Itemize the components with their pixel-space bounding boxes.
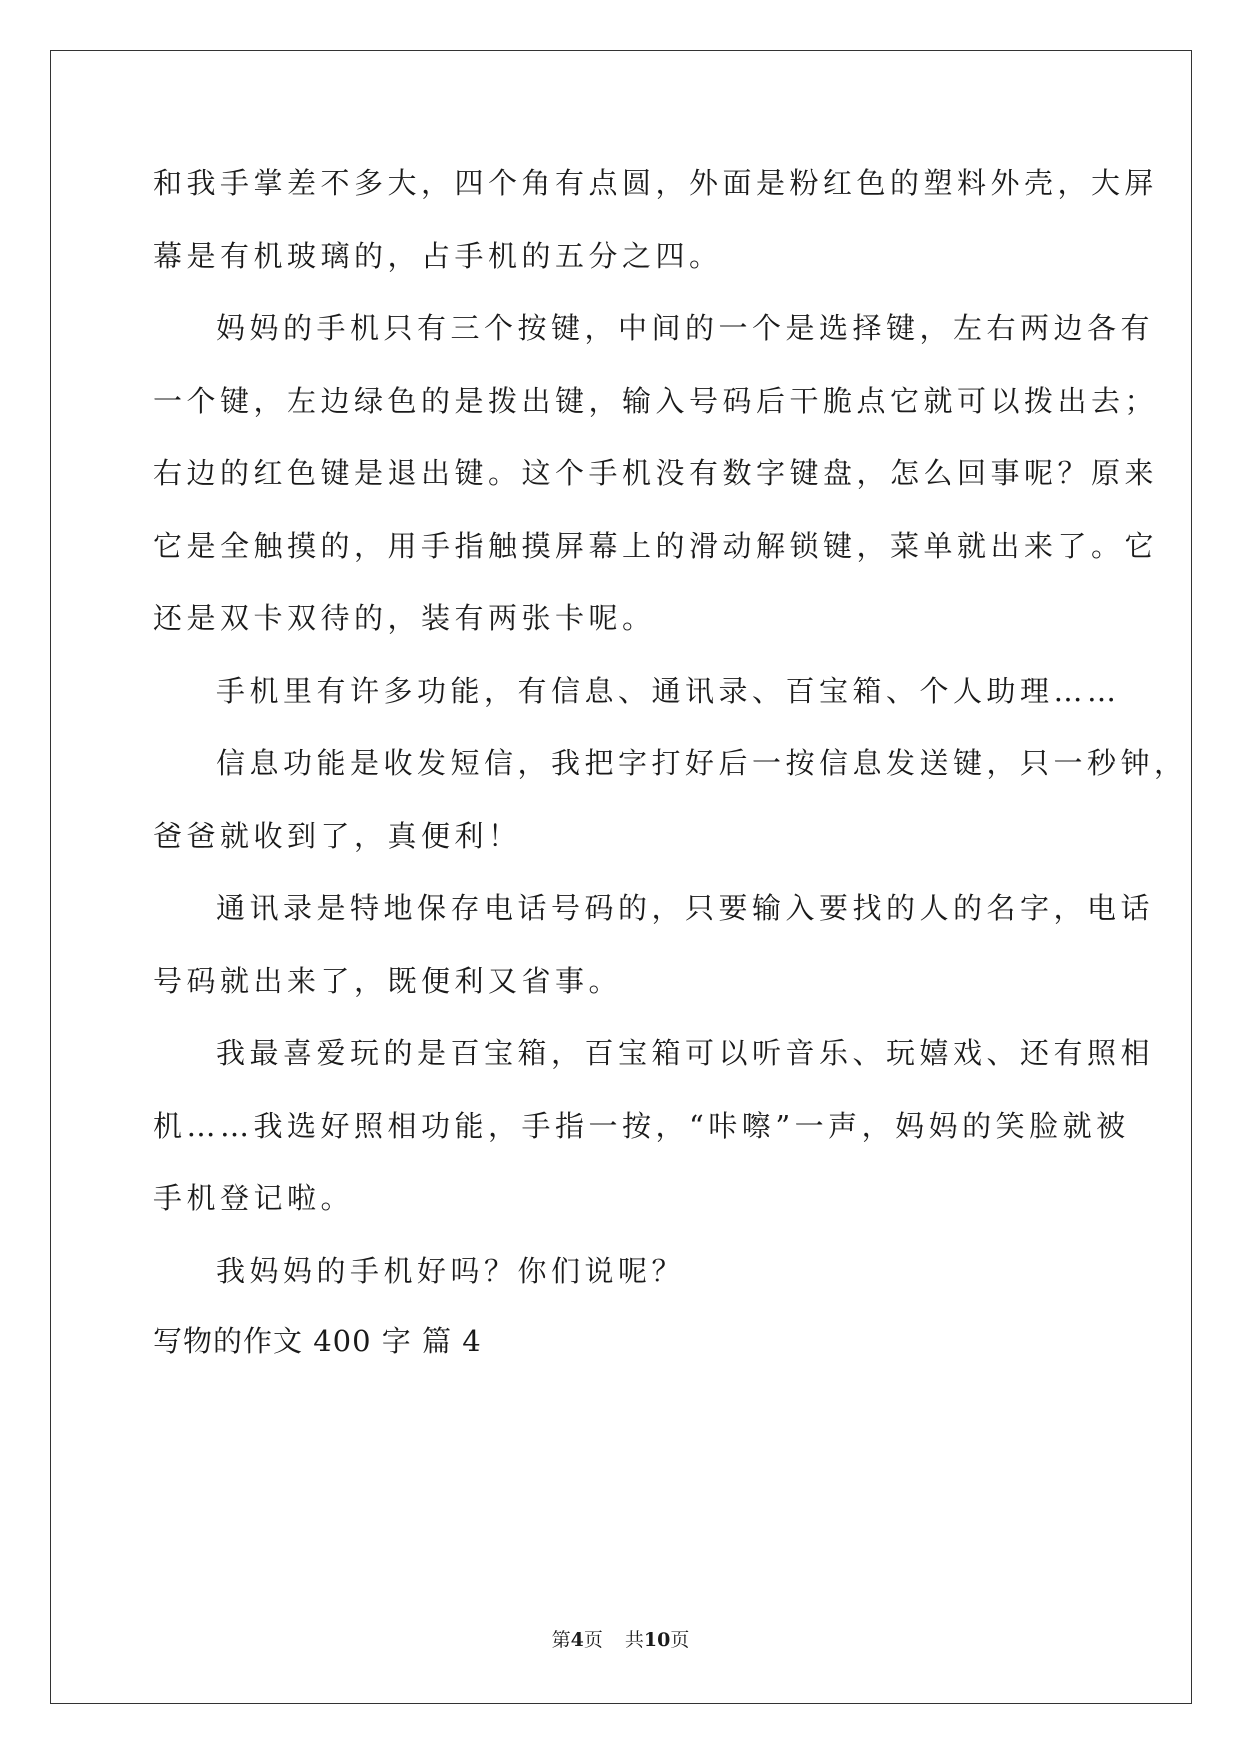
page-border: [50, 50, 1192, 1704]
text-line: 幕是有机玻璃的，占手机的五分之四。: [153, 239, 723, 273]
text-line: 它是全触摸的，用手指触摸屏幕上的滑动解锁键，菜单就出来了。它: [153, 529, 1159, 563]
text-line: 一个键，左边绿色的是拨出键，输入号码后干脆点它就可以拨出去；: [153, 384, 1159, 418]
page-footer: [0, 1628, 1241, 1652]
text-line: 号码就出来了，既便利又省事。: [153, 964, 623, 998]
footer-total-prefix: 共: [624, 1629, 644, 1651]
text-line: 我妈妈的手机好吗？你们说呢？: [216, 1254, 686, 1288]
text-line: 右边的红色键是退出键。这个手机没有数字键盘，怎么回事呢？原来: [153, 456, 1159, 490]
text-line: 机……我选好照相功能，手指一按，“咔嚓”一声，妈妈的笑脸就被: [153, 1109, 1130, 1143]
footer-page-suffix: 页: [583, 1629, 603, 1651]
text-line: 爸爸就收到了，真便利！: [153, 819, 522, 853]
total-page-number: 10: [643, 1629, 671, 1651]
footer-prefix: 第: [551, 1629, 571, 1651]
text-line: 还是双卡双待的，装有两张卡呢。: [153, 601, 656, 635]
text-line: 手机登记啦。: [153, 1181, 355, 1215]
text-line: 通讯录是特地保存电话号码的，只要输入要找的人的名字，电话: [216, 891, 1155, 925]
current-page-number: 4: [570, 1629, 584, 1651]
text-line: 手机里有许多功能，有信息、通讯录、百宝箱、个人助理……: [216, 674, 1121, 708]
text-line: 妈妈的手机只有三个按键，中间的一个是选择键，左右两边各有: [216, 311, 1155, 345]
section-heading: 写物的作文 400 字 篇 4: [153, 1324, 482, 1358]
text-line: 我最喜爱玩的是百宝箱，百宝箱可以听音乐、玩嬉戏、还有照相: [216, 1036, 1155, 1070]
text-line: 信息功能是收发短信，我把字打好后一按信息发送键，只一秒钟，: [216, 746, 1188, 780]
text-line: 和我手掌差不多大，四个角有点圆，外面是粉红色的塑料外壳，大屏: [153, 166, 1159, 200]
footer-total-suffix: 页: [670, 1629, 690, 1651]
